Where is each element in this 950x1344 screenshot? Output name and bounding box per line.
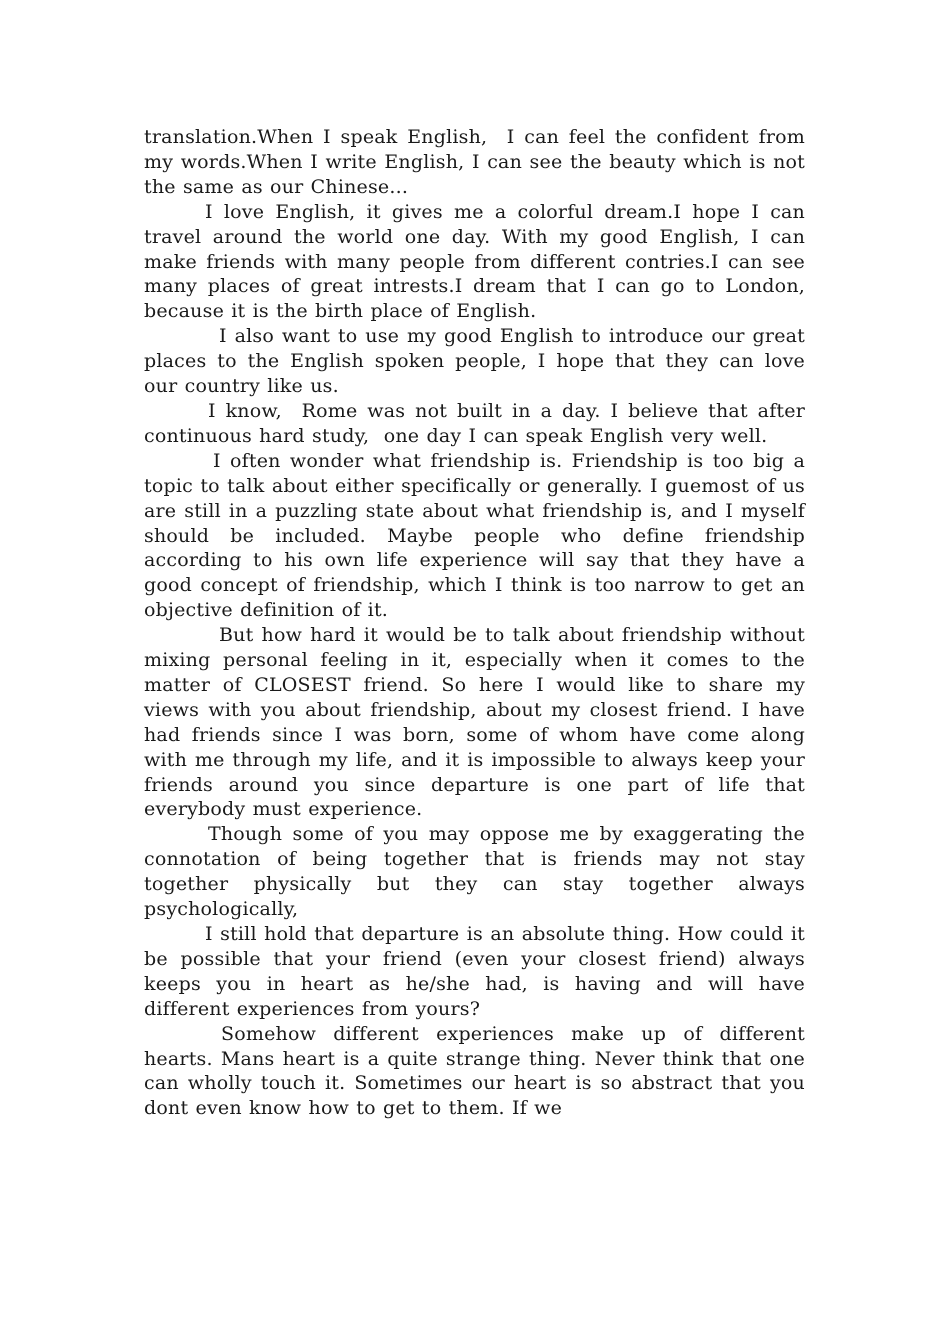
paragraph-friendship-wonder: I often wonder what friendship is. Friendship is too big a topic to talk about either specifically or generally. I guemost of us are still in a puzzling state about what friendship is, and I myself should be included. Maybe people who define friendship according to his own life experience will say that they have a good concept of friendship, which I think is too narrow to get an objective definition of it. <box>144 449 805 622</box>
document-page <box>144 125 805 1121</box>
paragraph-rome: I know, Rome was not built in a day. I believe that after continuous hard study, one day I can speak English very well. <box>144 399 805 447</box>
paragraph-closest-friend: But how hard it would be to talk about friendship without mixing personal feeling in it, especially when it comes to the matter of CLOSEST friend. So here I would like to share my views with you about friendship, about my closest friend. I have had friends since I was born, some of whom have come along with me through my life, and it is impossible to always keep your friends around you since departure is one part of life that everybody must experience. <box>144 624 805 821</box>
paragraph-english-dream: I love English, it gives me a colorful dream.I hope I can travel around the world one day. With my good English, I can make friends with many people from different contries.I can see many places of great intrests.I dream that I can go to London, because it is the birth place of English. <box>144 200 805 323</box>
paragraph-oppose: Though some of you may oppose me by exaggerating the connotation of being together that is friends may not stay together physically but they can stay together always psychologically, <box>144 823 805 921</box>
paragraph-introduce-country: I also want to use my good English to introduce our great places to the English spoken people, I hope that they can love our country like us. <box>144 325 805 398</box>
paragraph-departure: I still hold that departure is an absolute thing. How could it be possible that your friend (even your closest friend) always keeps you in heart as he/she had, is having and will have different experiences from yours? <box>144 923 805 1020</box>
paragraph-hearts: Somehow different experiences make up of different hearts. Mans heart is a quite strange thing. Never think that one can wholly touch it. Sometimes our heart is so abstract that you dont even know how to get to them. If we <box>144 1022 805 1120</box>
paragraph-english-beauty: translation.When I speak English, I can feel the confident from my words.When I write English, I can see the beauty which is not the same as our Chinese... <box>144 126 805 198</box>
